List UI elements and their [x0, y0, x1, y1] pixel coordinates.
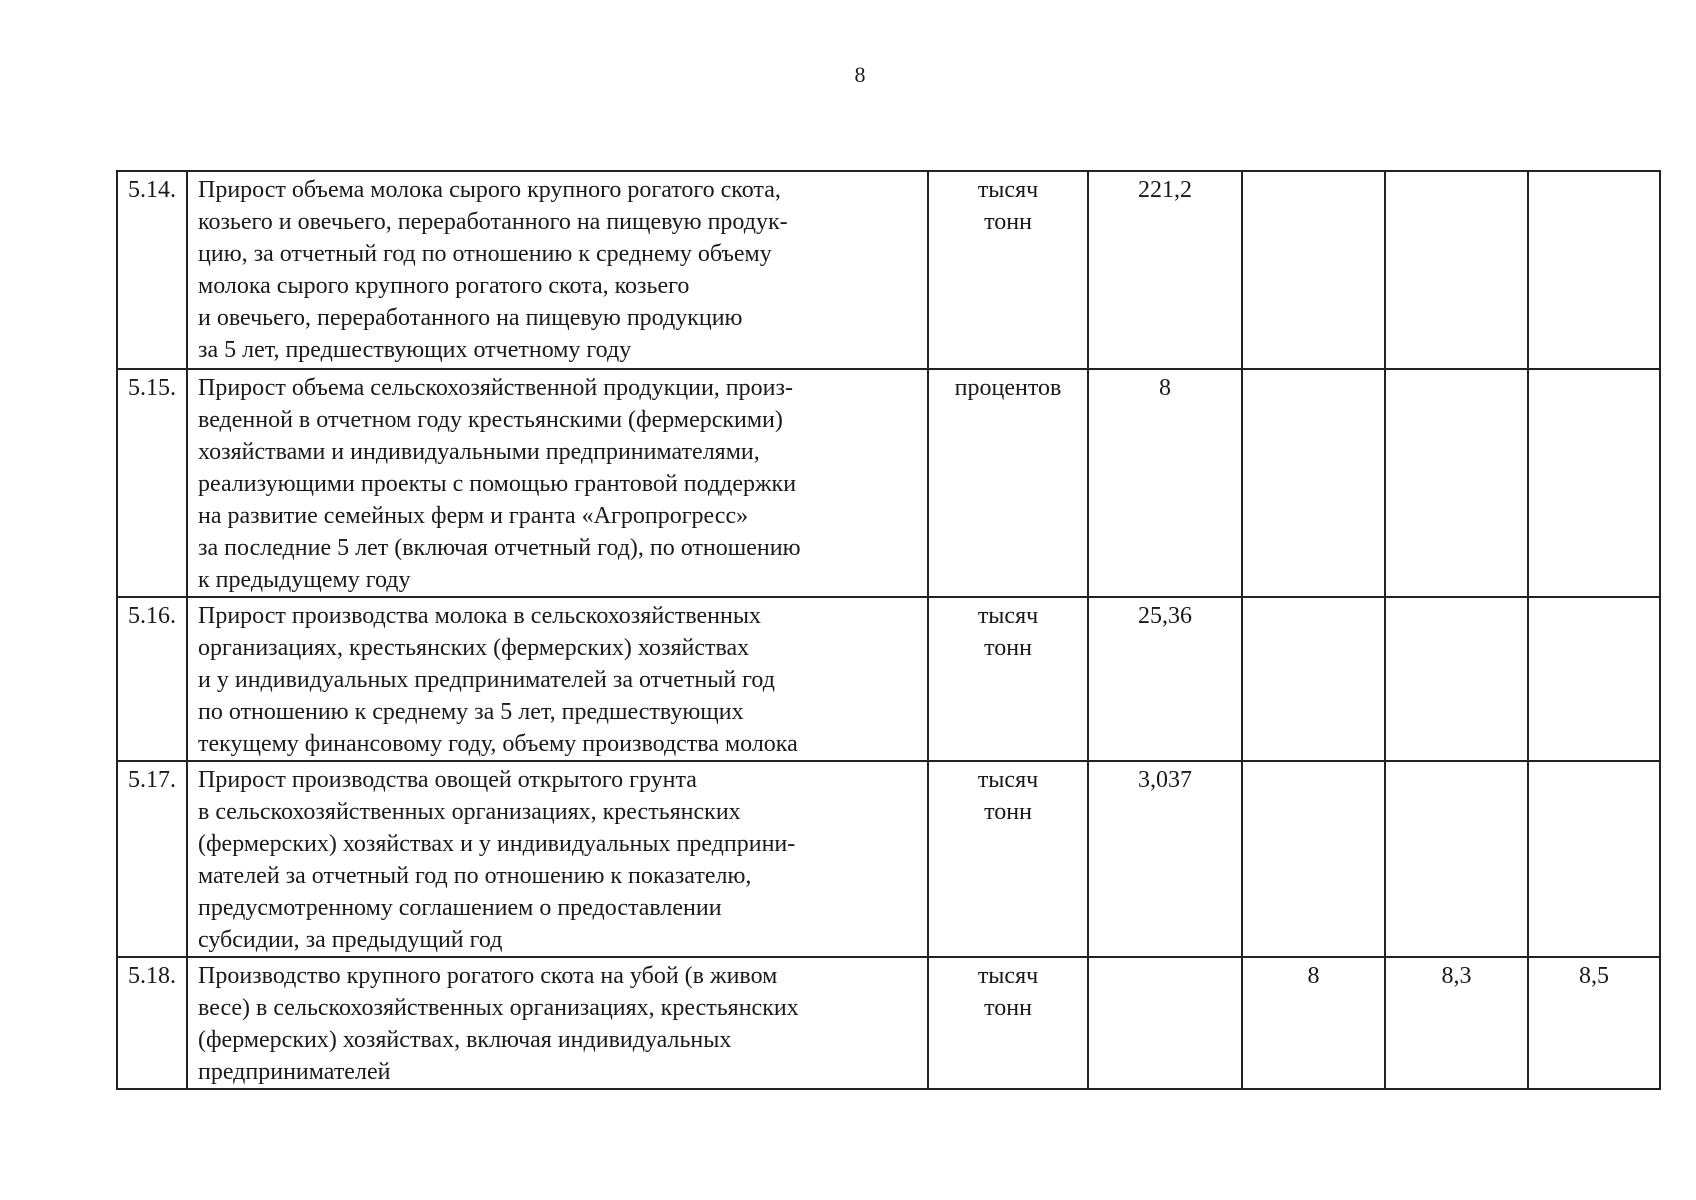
description-line: в сельскохозяйственных организациях, крестьянских	[198, 799, 741, 825]
indicator-description	[187, 171, 928, 369]
table-row	[117, 761, 1660, 957]
value-cell-4	[1528, 171, 1660, 369]
unit-of-measure	[928, 761, 1088, 957]
description-line: организациях, крестьянских (фермерских) хозяйствах	[198, 635, 750, 661]
description-line: субсидии, за предыдущий год	[198, 927, 503, 953]
description-line: мателей за отчетный год по отношению к показателю,	[198, 863, 752, 889]
value-cell-2	[1242, 369, 1385, 597]
description-line: реализующими проекты с помощью грантовой поддержки	[198, 471, 797, 497]
table-row	[117, 369, 1660, 597]
unit-line: тонн	[984, 995, 1032, 1021]
unit-line: тонн	[984, 799, 1032, 825]
value-cell-4: 8,5	[1528, 957, 1660, 1089]
description-line: Прирост объема молока сырого крупного рогатого скота,	[198, 177, 781, 203]
value-cell-1: 8	[1088, 369, 1242, 597]
unit-line: тонн	[984, 209, 1032, 235]
value-cell-2: 8	[1242, 957, 1385, 1089]
value-cell-3	[1385, 597, 1528, 761]
value-cell-1	[1088, 957, 1242, 1089]
indicator-description	[187, 957, 928, 1089]
value-cell-3	[1385, 369, 1528, 597]
indicator-description	[187, 597, 928, 761]
value-cell-3	[1385, 171, 1528, 369]
value-cell-4	[1528, 369, 1660, 597]
table-row	[117, 597, 1660, 761]
description-line: и у индивидуальных предпринимателей за отчетный год	[198, 667, 775, 693]
unit-of-measure	[928, 957, 1088, 1089]
row-number: 5.16.	[117, 597, 187, 761]
description-line: текущему финансовому году, объему производства молока	[198, 731, 798, 757]
description-line: Прирост объема сельскохозяйственной продукции, произ-	[198, 375, 793, 401]
unit-line: процентов	[954, 375, 1062, 401]
indicators-table	[116, 170, 1661, 1090]
value-cell-2	[1242, 761, 1385, 957]
description-line: Производство крупного рогатого скота на убой (в живом	[198, 963, 778, 989]
table-row	[117, 957, 1660, 1089]
value-cell-1: 25,36	[1088, 597, 1242, 761]
unit-line: тысяч	[977, 603, 1039, 629]
value-cell-2	[1242, 171, 1385, 369]
unit-line: тонн	[984, 635, 1032, 661]
description-line: по отношению к среднему за 5 лет, предшествующих	[198, 699, 744, 725]
value-cell-4	[1528, 597, 1660, 761]
unit-line: тысяч	[977, 177, 1039, 203]
row-number: 5.14.	[117, 171, 187, 369]
description-line: хозяйствами и индивидуальными предпринимателями,	[198, 439, 760, 465]
description-line: козьего и овечьего, переработанного на пищевую продук-	[198, 209, 788, 235]
description-line: предпринимателей	[198, 1059, 391, 1085]
description-line: веденной в отчетном году крестьянскими (фермерскими)	[198, 407, 783, 433]
value-cell-1: 221,2	[1088, 171, 1242, 369]
row-number: 5.18.	[117, 957, 187, 1089]
unit-of-measure	[928, 171, 1088, 369]
description-line: весе) в сельскохозяйственных организациях, крестьянских	[198, 995, 799, 1021]
description-line: к предыдущему году	[198, 567, 411, 593]
value-cell-3: 8,3	[1385, 957, 1528, 1089]
value-cell-3	[1385, 761, 1528, 957]
unit-of-measure	[928, 597, 1088, 761]
unit-line: тысяч	[977, 767, 1039, 793]
table-row	[117, 171, 1660, 369]
unit-line: тысяч	[977, 963, 1039, 989]
indicator-description	[187, 369, 928, 597]
description-line: за 5 лет, предшествующих отчетному году	[198, 337, 632, 363]
description-line: Прирост производства овощей открытого грунта	[198, 767, 697, 793]
row-number: 5.17.	[117, 761, 187, 957]
unit-of-measure	[928, 369, 1088, 597]
page-number: 8	[854, 62, 866, 87]
description-line: цию, за отчетный год по отношению к среднему объему	[198, 241, 772, 267]
value-cell-1: 3,037	[1088, 761, 1242, 957]
description-line: за последние 5 лет (включая отчетный год), по отношению	[198, 535, 801, 561]
value-cell-2	[1242, 597, 1385, 761]
row-number: 5.15.	[117, 369, 187, 597]
description-line: на развитие семейных ферм и гранта «Агропрогресс»	[198, 503, 749, 529]
indicator-description	[187, 761, 928, 957]
description-line: (фермерских) хозяйствах, включая индивидуальных	[198, 1027, 732, 1053]
description-line: молока сырого крупного рогатого скота, козьего	[198, 273, 690, 299]
value-cell-4	[1528, 761, 1660, 957]
description-line: предусмотренному соглашением о предоставлении	[198, 895, 722, 921]
description-line: Прирост производства молока в сельскохозяйственных	[198, 603, 761, 629]
description-line: и овечьего, переработанного на пищевую продукцию	[198, 305, 743, 331]
description-line: (фермерских) хозяйствах и у индивидуальных предприни-	[198, 831, 796, 857]
